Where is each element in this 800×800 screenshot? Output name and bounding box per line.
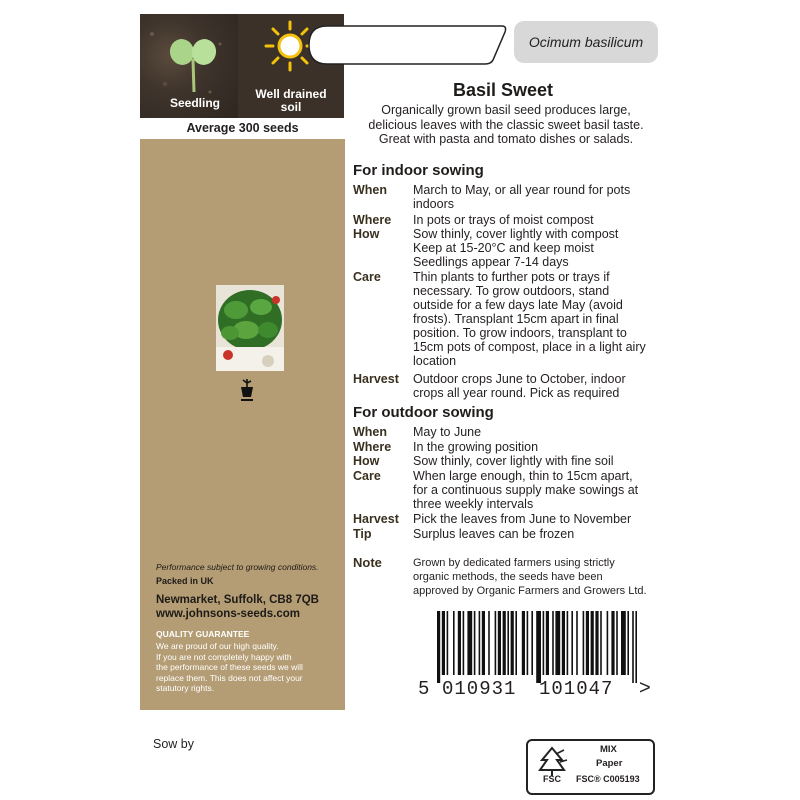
barcode-arrow: > bbox=[639, 677, 651, 699]
note-label: Note bbox=[353, 555, 382, 570]
barcode-bar bbox=[453, 611, 455, 675]
barcode-bar bbox=[627, 611, 629, 675]
barcode-bar bbox=[632, 611, 634, 683]
barcode-bar bbox=[503, 611, 506, 675]
barcode-bar bbox=[595, 611, 598, 675]
sow-by-label: Sow by bbox=[153, 737, 194, 751]
barcode-bar bbox=[482, 611, 485, 675]
barcode-bar bbox=[488, 611, 490, 675]
info-panel bbox=[140, 139, 345, 710]
barcode-bar bbox=[442, 611, 445, 675]
barcode-bar bbox=[511, 611, 514, 675]
outdoor-care-label: Care bbox=[353, 469, 381, 483]
seed-count: Average 300 seeds bbox=[186, 121, 299, 135]
barcode-bar bbox=[495, 611, 497, 675]
outdoor-how-label: How bbox=[353, 454, 380, 468]
barcode-bar bbox=[515, 611, 517, 675]
fsc-paper: Paper bbox=[596, 758, 623, 769]
latin-name: Ocimum basilicum bbox=[528, 34, 644, 50]
packed-in: Packed in UK bbox=[156, 576, 214, 586]
indoor-when-text: March to May, or all year round for pots indoors bbox=[413, 183, 631, 211]
outdoor-when-text: May to June bbox=[413, 425, 482, 439]
outdoor-where-label: Where bbox=[353, 440, 392, 454]
barcode-bar bbox=[576, 611, 578, 675]
barcode-bar bbox=[607, 611, 609, 675]
barcode-bar bbox=[458, 611, 461, 675]
website: www.johnsons-seeds.com bbox=[156, 608, 300, 620]
barcode-bar bbox=[507, 611, 509, 675]
performance-note: Performance subject to growing conditions. bbox=[156, 562, 319, 572]
barcode-bar bbox=[552, 611, 554, 675]
outdoor-how-text: Sow thinly, cover lightly with fine soil bbox=[413, 454, 614, 468]
indoor-heading: For indoor sowing bbox=[353, 162, 484, 179]
barcode bbox=[437, 611, 637, 683]
barcode-bar bbox=[536, 611, 541, 683]
indoor-where-label: Where bbox=[353, 213, 392, 227]
barcode-bar bbox=[522, 611, 525, 675]
indoor-when-label: When bbox=[353, 183, 388, 197]
barcode-bar bbox=[463, 611, 465, 675]
outdoor-harvest-text: Pick the leaves from June to November bbox=[413, 512, 632, 526]
fsc-code: FSC® C005193 bbox=[576, 774, 640, 784]
barcode-right-group: 101047 bbox=[539, 678, 614, 700]
barcode-bar bbox=[474, 611, 476, 675]
barcode-bar bbox=[546, 611, 549, 675]
latin-name-box bbox=[514, 21, 658, 63]
basil-photo bbox=[216, 285, 284, 371]
outdoor-care-text: When large enough, thin to 15cm apart, for a continuous supply make sowings at three weekly intervals bbox=[413, 469, 639, 511]
barcode-bar bbox=[543, 611, 545, 675]
barcode-bar bbox=[531, 611, 533, 675]
indoor-care-text: Thin plants to further pots or trays if necessary. To grow outdoors, stand outside for a few days late May (avoid frosts). Transplant 15cm apart in final position. To grow indoors, transplant to 15cm pots of compost, place in a light airy location bbox=[413, 270, 646, 368]
seed-count-band bbox=[140, 118, 345, 139]
soil-label: Well drained soil bbox=[255, 87, 327, 114]
barcode-bar bbox=[562, 611, 565, 675]
note-text: Grown by dedicated farmers using strictly organic methods, the seeds have been approved by Organic Farmers and Growers Ltd. bbox=[413, 557, 647, 597]
barcode-bar bbox=[447, 611, 449, 675]
indoor-care-label: Care bbox=[353, 270, 381, 284]
outdoor-heading: For outdoor sowing bbox=[353, 404, 494, 421]
indoor-where-text: In pots or trays of moist compost bbox=[413, 213, 594, 227]
guarantee-text: We are proud of our high quality. If you are not completely happy with the performance of these seeds we will replace them. This does not affect your statutory rights. bbox=[156, 641, 303, 693]
indoor-harvest-text: Outdoor crops June to October, indoor crops all year round. Pick as required bbox=[413, 372, 626, 400]
indoor-how-text: Sow thinly, cover lightly with compost Keep at 15-20°C and keep moist Seedlings appear 7-14 days bbox=[413, 227, 619, 269]
outdoor-tip-label: Tip bbox=[353, 527, 372, 541]
barcode-bar bbox=[567, 611, 569, 675]
barcode-bar bbox=[591, 611, 594, 675]
barcode-bar bbox=[583, 611, 585, 675]
barcode-bar bbox=[571, 611, 573, 675]
outdoor-tip-text: Surplus leaves can be frozen bbox=[413, 527, 575, 541]
guarantee-title: QUALITY GUARANTEE bbox=[156, 629, 250, 639]
barcode-bar bbox=[467, 611, 472, 675]
indoor-harvest-label: Harvest bbox=[353, 372, 399, 386]
barcode-bar bbox=[498, 611, 501, 675]
barcode-bar bbox=[635, 611, 637, 683]
barcode-bar bbox=[616, 611, 618, 675]
barcode-bar bbox=[437, 611, 440, 683]
pot-icon bbox=[239, 377, 255, 403]
intro-text: Organically grown basil seed produces large, delicious leaves with the classic sweet basil taste. Great with pasta and tomato dishes or salads. bbox=[368, 103, 644, 146]
barcode-bar bbox=[527, 611, 529, 675]
page-title: Basil Sweet bbox=[452, 80, 554, 100]
outdoor-where-text: In the growing position bbox=[413, 440, 539, 454]
fsc-logo-text: FSC bbox=[543, 774, 561, 784]
barcode-bar bbox=[479, 611, 481, 675]
barcode-first-digit: 5 bbox=[418, 678, 430, 700]
seedling-photo bbox=[140, 14, 238, 118]
barcode-bar bbox=[621, 611, 626, 675]
barcode-bar bbox=[611, 611, 614, 675]
barcode-bar bbox=[555, 611, 560, 675]
barcode-left-group: 010931 bbox=[442, 678, 517, 700]
fsc-mix: MIX bbox=[600, 744, 617, 755]
seedling-label: Seedling bbox=[170, 96, 221, 110]
indoor-how-label: How bbox=[353, 227, 380, 241]
outdoor-harvest-label: Harvest bbox=[353, 512, 399, 526]
write-in-label-shape bbox=[307, 24, 507, 66]
address: Newmarket, Suffolk, CB8 7QB bbox=[156, 594, 319, 606]
barcode-bar bbox=[586, 611, 589, 675]
fsc-logo-box bbox=[526, 739, 655, 795]
barcode-bar bbox=[600, 611, 602, 675]
outdoor-when-label: When bbox=[353, 425, 388, 439]
